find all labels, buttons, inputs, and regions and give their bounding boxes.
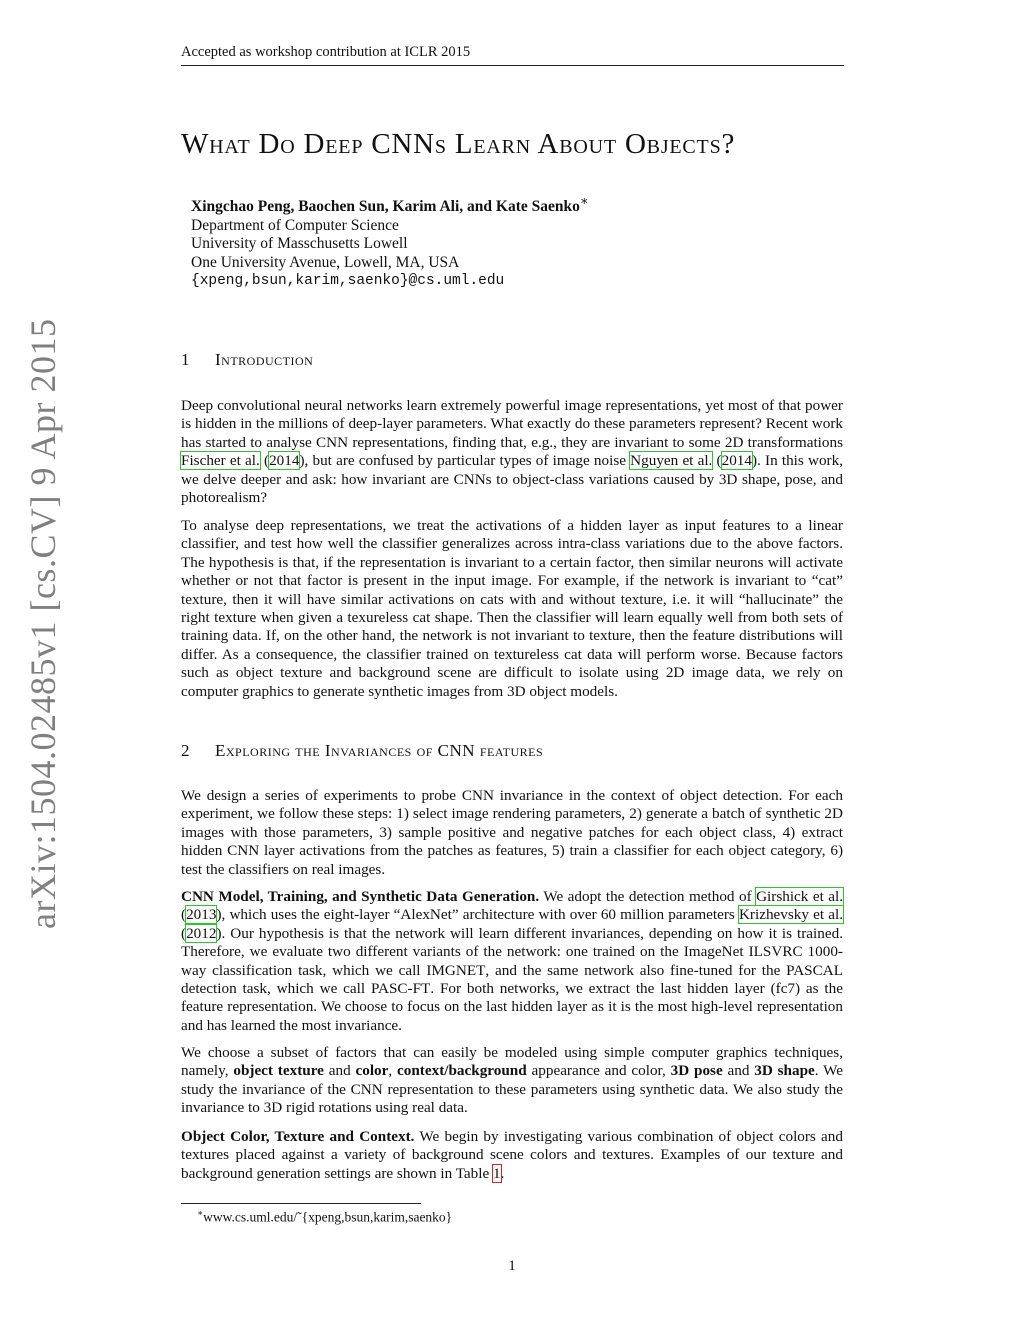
author-email[interactable]: {xpeng,bsun,karim,saenko}@cs.uml.edu	[191, 273, 505, 290]
section-title-text: Introduction	[215, 350, 314, 369]
citation-link[interactable]: Fischer et al.	[181, 452, 260, 470]
paragraph-color-texture-context: Object Color, Texture and Context. We begin by investigating various combination of object colors and textures placed against a variety of background scene colors and textures. Examples of our texture and background generation settings are shown in Table 1.	[181, 1128, 843, 1182]
citation-year-link[interactable]: 2014	[269, 452, 300, 470]
section-title-text: Exploring the Invariances of CNN features	[215, 741, 544, 760]
paragraph-cnn-model: CNN Model, Training, and Synthetic Data Generation. We adopt the detection method of Girshick et al. (2013), which uses the eight-layer “AlexNet” architecture with over 60 million parameters Krizhevsky et al. (2012). Our hypothesis is that the network will learn different invariances, depending on how it is trained. Therefore, we evaluate two different variants of the network: one trained on the ImageNet ILSVRC 1000-way classification task, which we call IMGNET, and the same network also fine-tuned for the PASCAL detection task, which we call PASC-FT. For both networks, we extract the last hidden layer (fc7) as the feature representation. We choose to focus on the last hidden layer as it is the most high-level representation and has learned the most invariance.	[181, 888, 843, 1034]
arxiv-identifier[interactable]: arXiv:1504.02485v1 [cs.CV] 9 Apr 2015	[23, 318, 63, 929]
author-names: Xingchao Peng, Baochen Sun, Karim Ali, and Kate Saenko	[191, 198, 580, 216]
section-heading-introduction	[181, 350, 313, 370]
paragraph-intro-2: To analyse deep representations, we treat the activations of a hidden layer as input features to a linear classifier, and test how well the classifier generalizes across intra-class variations due to the above factors. The hypothesis is that, if the representation is invariant to a certain factor, then similar neurons will activate whether or not that factor is present in the input image. For example, if the network is invariant to “cat” texture, then it will have similar activations on cats with and without texture, i.e. it will “hallucinate” the right texture when given a texureless cat shape. Then the classifier will learn equally well from both sets of training data. If, on the other hand, the network is not invariant to texture, then the feature distributions will differ. As a consequence, the classifier trained on textureless cat data will perform worse. Because factors such as object texture and background scene are difficult to isolate using 2D image data, we rely on computer graphics to generate synthetic images from 3D object models.	[181, 517, 843, 700]
author-department: Department of Computer Science	[191, 216, 399, 234]
section-number: 1	[181, 350, 190, 369]
paragraph-heading: CNN Model, Training, and Synthetic Data Generation.	[181, 888, 540, 905]
network-name-imgnet: IMGNET	[426, 961, 486, 979]
paragraph-experiment-steps: We design a series of experiments to probe CNN invariance in the context of object detection. For each experiment, we follow these steps: 1) select image rendering parameters, 2) generate a batch of synthetic 2D images with those parameters, 3) sample positive and negative patches for each object class, 4) extract hidden CNN layer activations from the patches as features, 5) train a classifier for each object category, 6) test the classifiers on real images.	[181, 787, 843, 878]
paragraph-heading: Object Color, Texture and Context.	[181, 1128, 415, 1145]
citation-year-link[interactable]: 2014	[721, 452, 752, 470]
citation-link[interactable]: Girshick et al.	[756, 888, 843, 905]
table-reference-link[interactable]: 1	[493, 1164, 501, 1182]
citation-link[interactable]: Nguyen et al.	[630, 452, 713, 470]
page-number: 1	[508, 1258, 516, 1274]
section-heading-invariances	[181, 741, 543, 761]
citation-link[interactable]: Krizhevsky et al.	[738, 906, 843, 924]
citation-year-link[interactable]: 2013	[186, 906, 217, 924]
author-university: University of Masschusetts Lowell	[191, 235, 408, 253]
footnote	[197, 1208, 452, 1226]
author-footnote-marker: ∗	[579, 193, 589, 208]
paper-title: What Do Deep CNNs Learn About Objects?	[181, 128, 736, 160]
running-header: Accepted as workshop contribution at ICLR 2015	[181, 44, 844, 66]
author-address: One University Avenue, Lowell, MA, USA	[191, 253, 460, 271]
footnote-url[interactable]: www.cs.uml.edu/˜{xpeng,bsun,karim,saenko}	[203, 1209, 453, 1225]
footnote-rule	[181, 1203, 421, 1204]
network-name-pascft: PASC-FT	[370, 980, 431, 998]
section-number: 2	[181, 741, 190, 760]
paragraph-intro-1: Deep convolutional neural networks learn extremely powerful image representations, yet most of that power is hidden in the millions of deep-layer parameters. What exactly do these parameters represent? Recent work has started to analyse CNN representations, finding that, e.g., they are invariant to some 2D transformations Fischer et al. (2014), but are confused by particular types of image noise Nguyen et al. (2014). In this work, we delve deeper and ask: how invariant are CNNs to object-class variations caused by 3D shape, pose, and photorealism?	[181, 397, 843, 507]
citation-year-link[interactable]: 2012	[186, 924, 217, 942]
author-block	[191, 192, 589, 291]
footnote-marker: ∗	[197, 1208, 204, 1218]
author-names-line	[191, 192, 589, 217]
paragraph-factors: We choose a subset of factors that can easily be modeled using simple computer graphics techniques, namely, object texture and color, context/background appearance and color, 3D pose and 3D shape. We study the invariance of the CNN representation to these parameters using synthetic data. We also study the invariance to 3D rigid rotations using real data.	[181, 1044, 844, 1117]
